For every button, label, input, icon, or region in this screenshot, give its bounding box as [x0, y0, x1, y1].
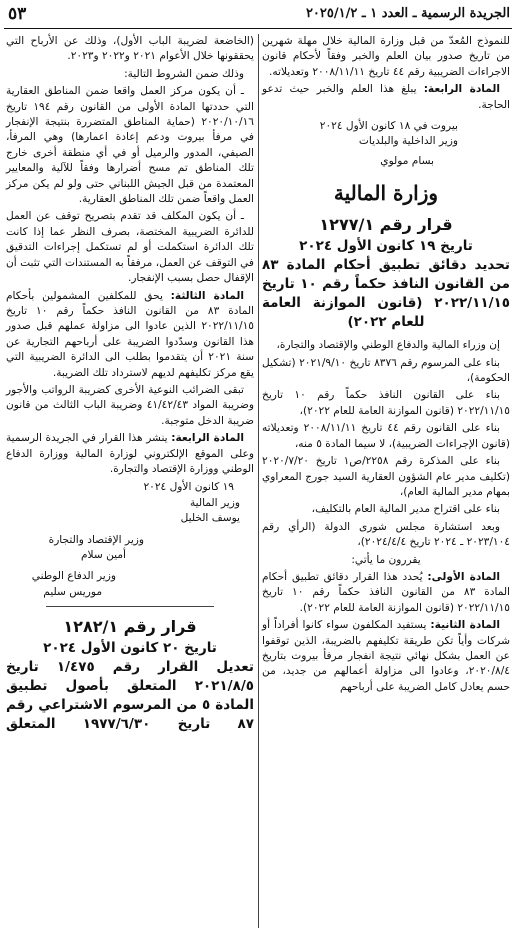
date-place: بيروت في ١٨ كانون الأول ٢٠٢٤ [319, 120, 458, 133]
article-label: المادة الرابعة: [423, 83, 500, 96]
decides-line: يقررون ما يأتي: [351, 553, 421, 566]
condition-1: ـ أن يكون مركز العمل واقعا ضمن المناطق العقارية التي حددتها المادة الأولى من القانون رقم ١٩٤ تاريخ ٢٠٢٠/١٠/١٦ (حماية المناطق المتضررة بنتيجة الإنفجار في مرفأ بيروت ودعم إعادة اعمارها) وهي المرفأ، الصيفي، المدور والرميل أو في أي منطقة أخرى خارج تلك المناطق تم مسح أضرارها وفقاً للآلية والمعايير المعتمدة من قبل الجيش اللبناني حتى ولو لم يكن مركز العمل واقعاً ضمن تلك المناطق العقارية. [6, 85, 254, 206]
decree-subject: تحديد دقائق تطبيق أحكام المادة ٨٣ من القانون النافذ حكماً رقم ١٠ تاريخ ٢٠٢٢/١١/١٥ (قانون الموازنة العامة للعام ٢٠٢٢) [262, 257, 510, 331]
section-rule [46, 606, 214, 607]
paragraph: (الخاضعة لضريبة الباب الأول)، وذلك عن الأرباح التي يحققونها خلال الأعوام ٢٠٢١ و٢٠٢٢ و٢٠٢٣. [6, 35, 254, 63]
signature-date: ١٩ كانون الأول ٢٠٢٤ [143, 481, 234, 494]
page-header [0, 0, 516, 30]
basis: وبعد استشارة مجلس شورى الدولة (الرأي رقم ٢٠٢٣/١٠٤ ـ ٢٠٢٤ تاريخ ٢٠٢٤/٤/٤)، [262, 520, 510, 549]
economy-minister-title: وزير الإقتصاد والتجارة [48, 533, 144, 546]
basis: بناء على القانون النافذ حكماً رقم ١٠ تاريخ ٢٠٢٢/١١/١٥ (قانون الموازنة العامة للعام ٢٠٢٢)، [262, 389, 510, 417]
article-2 [262, 618, 510, 695]
paragraph: للنموذج المُعدّ من قبل وزارة المالية خلال مهلة شهرين من تاريخ صدور بيان العلم والخبر وفقاً لأحكام قانون الاجراءات الضريبية رقم ٤٤ تاريخ ٢٠٠٨/١١/١١ وتعديلاته. [262, 35, 510, 78]
decree-date: تاريخ ١٩ كانون الأول ٢٠٢٤ [299, 238, 473, 255]
article-text: يُحدد هذا القرار دقائق تطبيق أحكام المادة ٨٣ من القانون النافذ حكماً رقم ١٠ تاريخ ٢٠٢٢/١١/١٥ (قانون الموازنة العامة للعام ٢٠٢٢). [262, 570, 510, 614]
article-label: المادة الثالثة: [170, 289, 244, 302]
defense-minister-title: وزير الدفاع الوطني [31, 570, 116, 583]
defense-minister-name: موريس سليم [43, 585, 102, 598]
basis: بناء على المذكرة رقم ٢٢٥٨/ص١ تاريخ ٢٠٢٠/٧/٢٠ (تكليف مدير عام الشؤون العقارية السيد جورج المعراوي بمهام مدير المالية العام)، [262, 455, 510, 498]
ministry-heading: وزارة المالية [333, 181, 439, 206]
decree-number: قرار رقم ١٢٨٢/١ [63, 617, 197, 637]
article-label: المادة الثانية: [430, 619, 500, 632]
article-text: ينشر هذا القرار في الجريدة الرسمية وعلى الموقع الإلكتروني لوزارة المالية ووزارة الدفاع الوطني ووزارة الإقتصاد والتجارة. [6, 432, 254, 475]
gazette-title: الجريدة الرسمية ـ العدد ١ ـ ٢٠٢٥/١/٢ [305, 6, 510, 21]
minister-name: بسام مولوي [380, 154, 434, 167]
article-text: يبلغ هذا العلم والخبر حيث تدعو الحاجة. [262, 83, 510, 111]
left-column [6, 34, 254, 734]
decree-subject: تعديل القرار رقم ١/٤٧٥ تاريخ ٢٠٢١/٨/٥ المتعلق بأصول تطبيق المادة ٥ من المرسوم الاشتراعي رقم ٨٧ تاريخ ١٩٧٧/٦/٣٠ المتعلق [6, 659, 254, 733]
article-4 [262, 82, 510, 113]
article-text: يستفيد المكلفون سواء كانوا أفراداً أو شركات وأياً تكن طريقة تكليفهم بالضريبة، الذين توقفوا عن العمل بشكل نهائي نتيجة انفجار مرفأ بيروت بتاريخ ٢٠٢٠/٨/٤، وعادوا الى مزاولة أعمالهم من جديد، من حسم يعادل كامل الضريبة على أرباحهم [262, 619, 510, 693]
article-text: يحق للمكلفين المشمولين بأحكام المادة ٨٣ من القانون النافذ حكماً رقم ١٠ تاريخ ٢٠٢٢/١١/١٥ الذين عادوا الى مزاولة عملهم قبل صدور هذا القانون وسدّدوا الضريبة على أرباحهم التجارية عن سنة ٢٠٢١ أن يتقدموا بطلب الى الدائرة الضريبية التي يقع مركز تكليفهم لديهم لاسترداد تلك الضريبة. [6, 289, 254, 379]
economy-minister-name: أمين سلام [80, 549, 126, 561]
conditions-intro: وذلك ضمن الشروط التالية: [124, 67, 244, 80]
right-column [262, 34, 510, 697]
finance-minister-title: وزير المالية [189, 496, 240, 509]
paragraph: تبقى الضرائب النوعية الأخرى كضريبة الرواتب والأجور وضريبة المواد ٤١/٤٢/٤٣ وضريبة الباب الثالث من قانون ضريبة الدخل متوجبة. [6, 383, 254, 427]
article-label: المادة الرابعة: [171, 432, 244, 445]
article-3 [6, 289, 254, 381]
decree-number: قرار رقم ١٢٧٧/١ [319, 215, 453, 235]
basis: بناء على المرسوم رقم ٨٣٧٦ تاريخ ٢٠٢١/٩/١٠ (تشكيل الحكومة)، [262, 356, 510, 385]
basis: بناء على اقتراح مدير المالية العام بالتكليف، [311, 503, 500, 516]
page-number: ٥٣ [8, 4, 27, 24]
decree-date: تاريخ ٢٠ كانون الأول ٢٠٢٤ [43, 640, 217, 657]
column-divider [258, 34, 259, 928]
condition-2: ـ أن يكون المكلف قد تقدم بتصريح توقف عن العمل للدائرة الضريبية المختصة، بصرف النظر عما إذا كانت تلك الدائرة استكملت أو لم تستكمل إجراءات التدقيق في التوقف عن العمل، مرفقاً به المستندات التي تثبت أن الإقفال حصل بسبب الإنفجار. [6, 210, 254, 285]
article-label: المادة الأولى: [427, 570, 500, 583]
header-rule [4, 28, 512, 29]
basis: بناء على القانون رقم ٤٤ تاريخ ٢٠٠٨/١١/١١ وتعديلاته (قانون الإجراءات الضريبية)، لا سيما المادة ٥ منه، [262, 422, 510, 450]
preamble: إن وزراء المالية والدفاع الوطني والإقتصاد والتجارة، [276, 339, 500, 352]
finance-minister-name: يوسف الخليل [180, 512, 240, 525]
article-1 [262, 570, 510, 616]
article-4 [6, 431, 254, 477]
minister-title: وزير الداخلية والبلديات [358, 135, 458, 148]
